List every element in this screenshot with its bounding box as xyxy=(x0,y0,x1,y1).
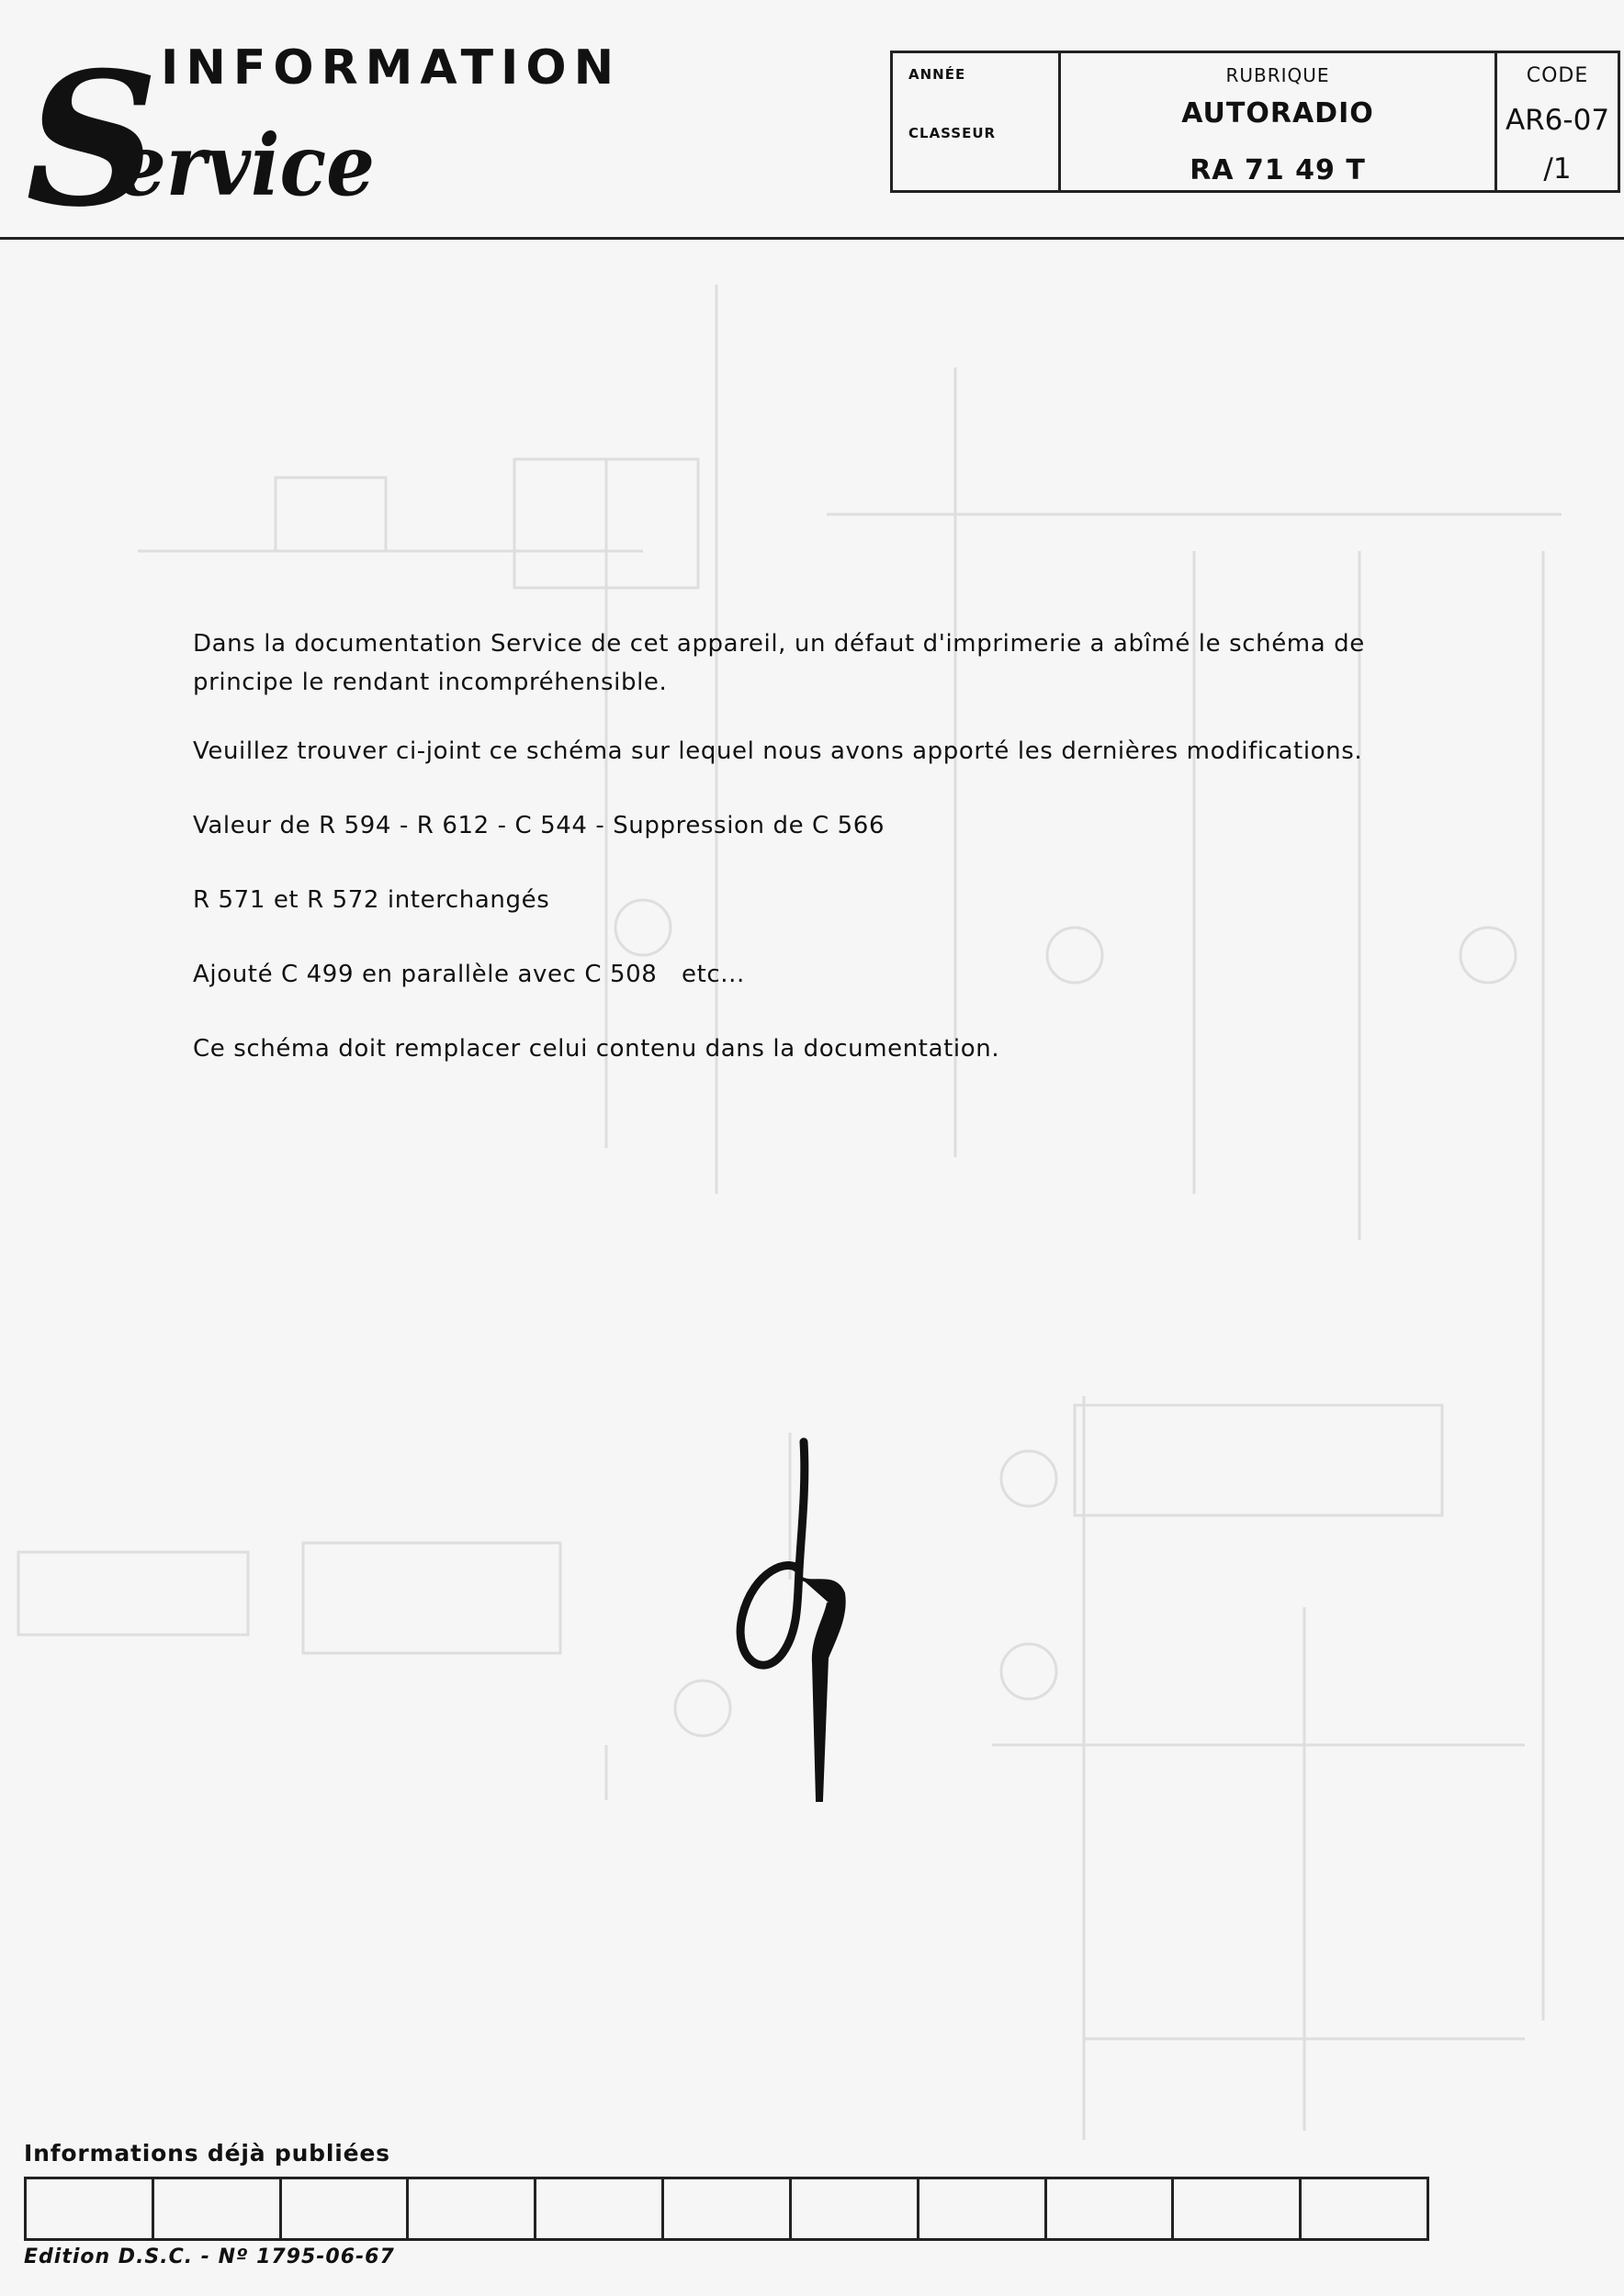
code-value: AR6-07 xyxy=(1505,104,1610,137)
grid-cell xyxy=(1174,2179,1302,2238)
grid-cell xyxy=(919,2179,1047,2238)
rubrique-label: RUBRIQUE xyxy=(1225,64,1330,86)
grid-cell xyxy=(1302,2179,1427,2238)
svg-text:ervice: ervice xyxy=(118,116,375,215)
grid-cell xyxy=(536,2179,664,2238)
svg-text:S: S xyxy=(26,57,159,231)
footer-title: Informations déjà publiées xyxy=(24,2140,390,2167)
rubrique-cell xyxy=(1061,53,1497,190)
brand-information: INFORMATION xyxy=(161,40,622,96)
service-logo xyxy=(26,57,375,231)
body-paragraph-5: Ajouté C 499 en parallèle avec C 508 etc... xyxy=(193,961,745,988)
body-paragraph-6: Ce schéma doit remplacer celui contenu dans la documentation. xyxy=(193,1035,1000,1063)
body-paragraph-4: R 571 et R 572 interchangés xyxy=(193,886,550,914)
rubrique-value: AUTORADIO xyxy=(1181,97,1374,129)
grid-cell xyxy=(27,2179,154,2238)
grid-cell xyxy=(792,2179,919,2238)
code-cell xyxy=(1497,53,1618,190)
grid-cell xyxy=(409,2179,536,2238)
signature-mark xyxy=(726,1433,873,1809)
grid-cell xyxy=(282,2179,410,2238)
code-label: CODE xyxy=(1526,64,1589,87)
body-paragraph-2: Veuillez trouver ci-joint ce schéma sur lequel nous avons apporté les dernières modifications. xyxy=(193,737,1363,765)
header-divider xyxy=(0,237,1624,240)
published-info-grid xyxy=(24,2177,1429,2241)
body-paragraph-3: Valeur de R 594 - R 612 - C 544 - Suppression de C 566 xyxy=(193,812,885,839)
code-sheet-number: /1 xyxy=(1543,152,1572,186)
header-info-box xyxy=(890,51,1620,193)
grid-cell xyxy=(664,2179,792,2238)
annee-classeur-cell xyxy=(893,53,1061,190)
body-paragraph-1: Dans la documentation Service de cet appareil, un défaut d'imprimerie a abîmé le schéma de principe le rendant incompréhensible. xyxy=(193,630,1365,696)
classeur-label: CLASSEUR xyxy=(908,125,997,141)
grid-cell xyxy=(154,2179,282,2238)
edition-number: Edition D.S.C. - Nº 1795-06-67 xyxy=(24,2245,395,2268)
grid-cell xyxy=(1047,2179,1175,2238)
annee-label: ANNÉE xyxy=(908,66,966,83)
model-number: RA 71 49 T xyxy=(1190,154,1366,186)
